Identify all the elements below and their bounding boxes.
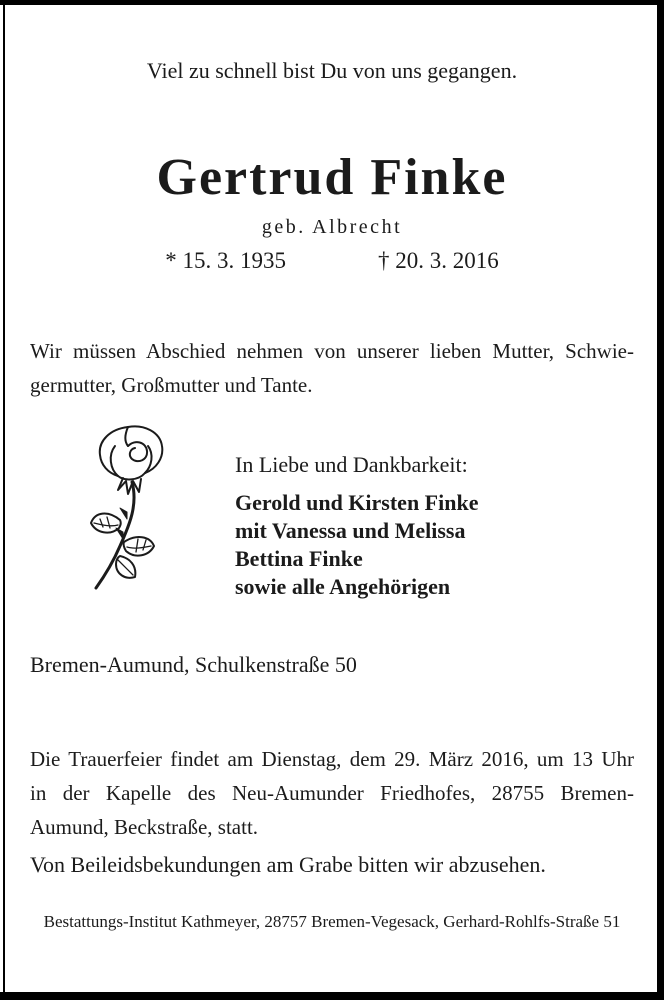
mourner-line: Gerold und Kirsten Finke bbox=[235, 490, 479, 515]
service-line: in der Kapelle des Neu-Aumunder Friedhofes, 28755 Bremen- bbox=[30, 781, 634, 805]
funeral-home-line: Bestattungs-Institut Kathmeyer, 28757 Bremen-Vegesack, Gerhard-Rohlfs-Straße 51 bbox=[43, 912, 621, 931]
death-date: † 20. 3. 2016 bbox=[378, 248, 499, 273]
tribute-block bbox=[235, 450, 478, 601]
mourner-line: sowie alle Angehörigen bbox=[235, 574, 451, 599]
frame-border-top bbox=[0, 0, 664, 5]
tribute-intro: In Liebe und Dankbarkeit: bbox=[235, 452, 468, 477]
rose-icon bbox=[90, 424, 170, 596]
condolence-note: Von Beileidsbekundungen am Grabe bitten wir abzusehen. bbox=[30, 852, 546, 877]
maiden-name: geb. Albrecht bbox=[261, 216, 403, 238]
announcement-paragraph bbox=[30, 334, 634, 402]
birth-date: * 15. 3. 1935 bbox=[165, 248, 286, 273]
life-dates bbox=[0, 248, 664, 274]
home-address: Bremen-Aumund, Schulkenstraße 50 bbox=[30, 652, 357, 677]
announcement-line: germutter, Großmutter und Tante. bbox=[30, 373, 313, 397]
deceased-name: Gertrud Finke bbox=[156, 149, 508, 206]
announcement-line: Wir müssen Abschied nehmen von unserer lieben Mutter, Schwie- bbox=[30, 339, 634, 363]
service-line: Aumund, Beckstraße, statt. bbox=[30, 815, 259, 839]
frame-border-bottom bbox=[0, 992, 664, 1000]
mourner-line: mit Vanessa und Melissa bbox=[235, 518, 466, 543]
service-paragraph bbox=[30, 742, 634, 844]
service-line: Die Trauerfeier findet am Dienstag, dem 29. März 2016, um 13 Uhr bbox=[30, 747, 634, 771]
epigraph: Viel zu schnell bist Du von uns gegangen. bbox=[146, 58, 518, 83]
mourner-line: Bettina Finke bbox=[235, 546, 363, 571]
